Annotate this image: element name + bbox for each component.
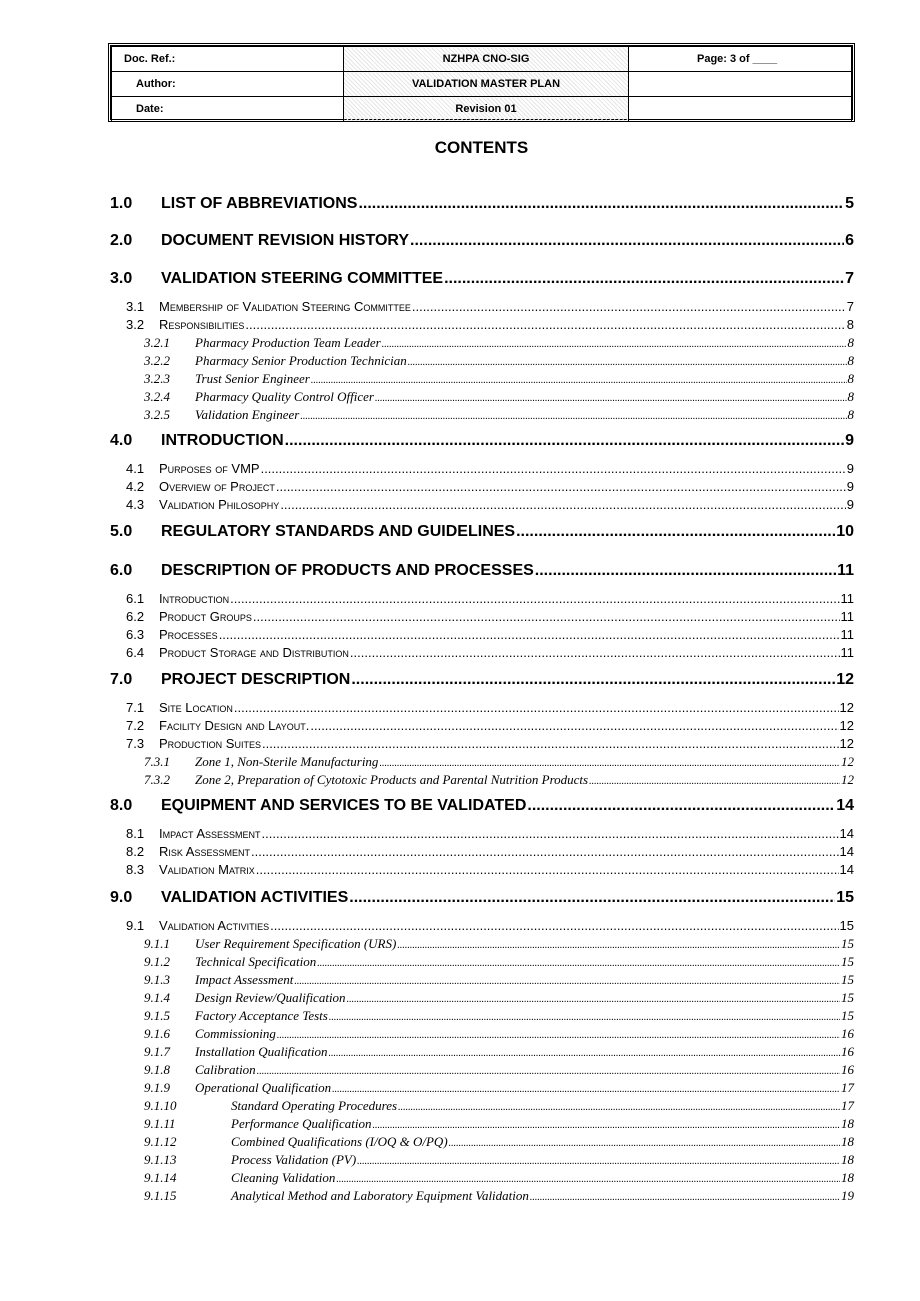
toc-entry-number: 3.2 (126, 317, 145, 332)
org-name: NZHPA CNO-SIG (344, 47, 629, 72)
toc-entry-title: Responsibilities (159, 317, 245, 332)
toc-dot-leader (270, 918, 838, 933)
toc-entry-title: Combined Qualifications (I/OQ & O/PQ) (231, 1134, 448, 1149)
toc-entry-page: 16 (841, 1044, 854, 1059)
toc-entry-number: 9.1 (126, 918, 145, 933)
toc-dot-leader (412, 299, 846, 314)
toc-entry-number: 9.1.14 (144, 1170, 177, 1185)
toc-dot-leader (444, 270, 844, 288)
toc-entry-title: EQUIPMENT AND SERVICES TO BE VALIDATED (161, 797, 527, 814)
toc-entry-title: Production Suites (159, 736, 261, 751)
toc-entry-title: Pharmacy Senior Production Technician (195, 353, 407, 368)
toc-entry-page: 15 (841, 936, 854, 951)
toc-entry-title: LIST OF ABBREVIATIONS (161, 195, 358, 212)
toc-entry[interactable] (110, 432, 854, 450)
toc-entry-number: 3.2.2 (144, 353, 170, 368)
toc-entry-number: 8.0 (110, 797, 133, 814)
toc-entry[interactable] (110, 479, 854, 494)
toc-dot-leader (397, 940, 840, 951)
toc-dot-leader (285, 432, 844, 450)
toc-entry[interactable] (110, 389, 854, 405)
toc-entry-number: 9.1.3 (144, 972, 170, 987)
toc-entry-page: 8 (847, 335, 854, 350)
revision: Revision 01 (344, 97, 629, 122)
toc-entry-title: Analytical Method and Laboratory Equipment Validation (231, 1188, 529, 1203)
toc-entry[interactable] (110, 1080, 854, 1096)
toc-dot-leader (527, 797, 835, 815)
toc-entry-title: Membership of Validation Steering Committee (159, 299, 411, 314)
toc-dot-leader (219, 627, 840, 642)
toc-entry-title: Validation Engineer (195, 407, 300, 422)
toc-dot-leader (234, 700, 839, 715)
toc-entry-page: 12 (839, 700, 854, 715)
toc-entry-number: 3.0 (110, 270, 133, 287)
toc-dot-leader (256, 862, 839, 877)
toc-dot-leader (317, 958, 840, 969)
toc-entry-title: Cleaning Validation (231, 1170, 336, 1185)
toc-entry[interactable] (110, 1116, 854, 1132)
toc-dot-leader (310, 718, 838, 733)
header-empty-cell (629, 97, 852, 122)
toc-entry-title: Risk Assessment (159, 844, 250, 859)
toc-dot-leader (336, 1174, 840, 1185)
toc-entry-page: 15 (841, 954, 854, 969)
toc-entry-number: 9.1.7 (144, 1044, 170, 1059)
toc-entry-page: 11 (840, 591, 854, 606)
toc-dot-leader (329, 1048, 840, 1059)
toc-entry[interactable] (110, 562, 854, 580)
toc-entry-number: 9.1.1 (144, 936, 170, 951)
toc-entry-number: 3.2.1 (144, 335, 170, 350)
toc-entry-page: 16 (841, 1026, 854, 1041)
toc-entry-number: 8.1 (126, 826, 145, 841)
document-header (108, 43, 855, 122)
toc-entry-number: 1.0 (110, 195, 133, 212)
toc-entry-page: 8 (847, 371, 854, 386)
toc-dot-leader (332, 1084, 840, 1095)
toc-entry-number: 6.4 (126, 645, 145, 660)
toc-entry-page: 12 (841, 772, 854, 787)
toc-entry-page: 8 (847, 389, 854, 404)
toc-entry[interactable] (110, 609, 854, 624)
toc-dot-leader (230, 591, 839, 606)
toc-dot-leader (245, 317, 845, 332)
toc-dot-leader (410, 232, 844, 250)
toc-dot-leader (589, 776, 840, 787)
toc-entry-title: DESCRIPTION OF PRODUCTS AND PROCESSES (161, 562, 534, 579)
toc-entry-title: Process Validation (PV) (231, 1152, 357, 1167)
toc-entry-page: 18 (841, 1134, 854, 1149)
toc-entry-page: 11 (837, 562, 854, 579)
toc-dot-leader (349, 889, 835, 907)
page-title: CONTENTS (434, 138, 529, 157)
toc-entry-page: 8 (847, 353, 854, 368)
toc-entry-number: 9.1.6 (144, 1026, 170, 1041)
toc-entry-page: 11 (840, 627, 854, 642)
toc-entry[interactable] (110, 754, 854, 770)
toc-entry[interactable] (110, 844, 854, 859)
toc-entry-page: 18 (841, 1170, 854, 1185)
toc-entry-title: Pharmacy Quality Control Officer (195, 389, 374, 404)
toc-entry-number: 9.1.13 (144, 1152, 177, 1167)
header-table (111, 46, 852, 122)
toc-entry-number: 9.0 (110, 889, 133, 906)
toc-entry[interactable] (110, 407, 854, 423)
toc-dot-leader (294, 976, 840, 987)
toc-entry-title: Pharmacy Production Team Leader (195, 335, 381, 350)
toc-entry-number: 4.3 (126, 497, 145, 512)
toc-dot-leader (300, 411, 846, 422)
toc-entry-page: 18 (841, 1116, 854, 1131)
toc-entry-number: 9.1.5 (144, 1008, 170, 1023)
toc-entry-number: 9.1.2 (144, 954, 170, 969)
toc-entry-page: 14 (836, 797, 854, 814)
toc-entry-title: REGULATORY STANDARDS AND GUIDELINES (161, 523, 516, 540)
toc-entry-page: 6 (845, 232, 854, 249)
toc-entry-number: 7.2 (126, 718, 145, 733)
toc-entry-page: 14 (839, 844, 854, 859)
toc-entry[interactable] (110, 195, 854, 213)
toc-entry[interactable] (110, 736, 854, 751)
toc-dot-leader (329, 1012, 840, 1023)
document-title: VALIDATION MASTER PLAN (344, 72, 629, 97)
header-empty-cell (629, 72, 852, 97)
toc-entry[interactable] (110, 353, 854, 369)
toc-entry[interactable] (110, 889, 854, 907)
toc-entry-number: 7.1 (126, 700, 145, 715)
toc-entry-page: 18 (841, 1152, 854, 1167)
toc-entry-number: 5.0 (110, 523, 133, 540)
toc-dot-leader (535, 562, 836, 580)
toc-entry-number: 9.1.10 (144, 1098, 177, 1113)
toc-dot-leader (311, 375, 847, 386)
toc-entry-page: 7 (846, 299, 854, 314)
toc-entry-page: 15 (841, 1008, 854, 1023)
toc-entry-title: Commissioning (195, 1026, 276, 1041)
toc-entry-number: 3.2.4 (144, 389, 170, 404)
toc-entry-page: 12 (839, 718, 854, 733)
toc-entry-title: Site Location (159, 700, 233, 715)
toc-entry[interactable] (110, 461, 854, 476)
toc-entry-title: Processes (159, 627, 218, 642)
toc-entry-title: Validation Philosophy (159, 497, 280, 512)
toc-entry-number: 7.0 (110, 671, 133, 688)
toc-entry-title: Design Review/Qualification (195, 990, 346, 1005)
toc-entry-page: 8 (846, 317, 854, 332)
toc-entry-title: Purposes of VMP (159, 461, 260, 476)
toc-entry[interactable] (110, 335, 854, 351)
toc-entry-number: 6.2 (126, 609, 145, 624)
toc-entry-page: 15 (841, 990, 854, 1005)
toc-entry-title: PROJECT DESCRIPTION (161, 671, 351, 688)
toc-entry-page: 14 (839, 862, 854, 877)
toc-entry-title: Introduction (159, 591, 230, 606)
toc-entry-title: VALIDATION STEERING COMMITTEE (161, 270, 444, 287)
toc-entry-number: 3.2.3 (144, 371, 170, 386)
toc-entry-page: 15 (839, 918, 854, 933)
toc-entry[interactable] (110, 862, 854, 877)
toc-entry-page: 17 (841, 1080, 854, 1095)
toc-dot-leader (277, 1030, 840, 1041)
toc-entry-title: Impact Assessment (195, 972, 294, 987)
toc-entry[interactable] (110, 497, 854, 512)
toc-entry[interactable] (110, 797, 854, 815)
toc-entry-number: 4.1 (126, 461, 145, 476)
toc-entry[interactable] (110, 772, 854, 788)
toc-entry-page: 9 (846, 479, 854, 494)
toc-dot-leader (280, 497, 845, 512)
toc-dot-leader (379, 758, 840, 769)
doc-ref-label: Doc. Ref.: (112, 47, 344, 72)
toc-entry-number: 8.3 (126, 862, 145, 877)
toc-entry-title: Installation Qualification (195, 1044, 328, 1059)
toc-entry[interactable] (110, 232, 854, 250)
toc-entry-number: 3.2.5 (144, 407, 170, 422)
toc-entry-title: Overview of Project (159, 479, 275, 494)
toc-entry-number: 2.0 (110, 232, 133, 249)
toc-entry[interactable] (110, 1134, 854, 1150)
toc-entry-number: 9.1.9 (144, 1080, 170, 1095)
toc-dot-leader (408, 357, 847, 368)
toc-entry-title: User Requirement Specification (URS) (195, 936, 397, 951)
toc-entry[interactable] (110, 954, 854, 970)
toc-entry-number: 6.0 (110, 562, 133, 579)
toc-entry-number: 9.1.11 (144, 1116, 176, 1131)
toc-dot-leader (357, 1156, 840, 1167)
page-number: Page: 3 of ____ (629, 47, 852, 72)
toc-entry[interactable] (110, 700, 854, 715)
toc-entry-title: Calibration (195, 1062, 256, 1077)
toc-dot-leader (530, 1192, 840, 1203)
toc-dot-leader (449, 1138, 840, 1149)
toc-dot-leader (351, 671, 835, 689)
toc-entry-number: 8.2 (126, 844, 145, 859)
toc-entry-title: Operational Qualification (195, 1080, 332, 1095)
toc-entry-number: 6.1 (126, 591, 145, 606)
toc-entry[interactable] (110, 1188, 854, 1204)
toc-dot-leader (375, 393, 847, 404)
date-label: Date: (112, 97, 344, 122)
toc-entry[interactable] (110, 299, 854, 314)
toc-dot-leader (262, 736, 839, 751)
toc-entry[interactable] (110, 270, 854, 288)
toc-entry-number: 7.3 (126, 736, 145, 751)
toc-entry-title: Zone 2, Preparation of Cytotoxic Products and Parental Nutrition Products (195, 772, 589, 787)
toc-entry-page: 12 (839, 736, 854, 751)
toc-dot-leader (358, 195, 844, 213)
toc-entry-number: 7.3.2 (144, 772, 170, 787)
toc-entry-page: 7 (845, 270, 854, 287)
toc-entry-number: 3.1 (126, 299, 145, 314)
toc-entry[interactable] (110, 317, 854, 332)
toc-entry[interactable] (110, 1008, 854, 1024)
toc-entry-title: Trust Senior Engineer (195, 371, 310, 386)
toc-entry[interactable] (110, 627, 854, 642)
toc-entry-title: Impact Assessment (159, 826, 261, 841)
author-label: Author: (112, 72, 344, 97)
toc-dot-leader (347, 994, 840, 1005)
toc-entry[interactable] (110, 645, 854, 660)
toc-entry-page: 9 (846, 497, 854, 512)
toc-entry[interactable] (110, 523, 854, 541)
toc-entry-page: 5 (845, 195, 854, 212)
toc-entry[interactable] (110, 1062, 854, 1078)
toc-dot-leader (382, 339, 847, 350)
toc-entry-number: 9.1.15 (144, 1188, 177, 1203)
toc-entry[interactable] (110, 371, 854, 387)
toc-entry[interactable] (110, 936, 854, 952)
toc-dot-leader (257, 1066, 840, 1077)
toc-dot-leader (276, 479, 846, 494)
toc-dot-leader (398, 1102, 840, 1113)
toc-entry[interactable] (110, 826, 854, 841)
toc-entry-page: 12 (841, 754, 854, 769)
toc-entry-page: 14 (839, 826, 854, 841)
toc-entry-page: 9 (846, 461, 854, 476)
toc-dot-leader (262, 826, 839, 841)
toc-entry-page: 17 (841, 1098, 854, 1113)
toc-dot-leader (251, 844, 839, 859)
toc-entry-title: Technical Specification (195, 954, 317, 969)
toc-entry-page: 11 (840, 645, 854, 660)
toc-dot-leader (350, 645, 840, 660)
toc-entry[interactable] (110, 671, 854, 689)
toc-entry-page: 12 (836, 671, 854, 688)
toc-entry-title: Product Storage and Distribution (159, 645, 349, 660)
toc-entry-number: 9.1.4 (144, 990, 170, 1005)
toc-entry-number: 7.3.1 (144, 754, 170, 769)
toc-entry-page: 9 (845, 432, 854, 449)
toc-entry-number: 9.1.8 (144, 1062, 170, 1077)
toc-entry[interactable] (110, 918, 854, 933)
toc-dot-leader (253, 609, 840, 624)
toc-entry-page: 8 (847, 407, 854, 422)
toc-entry-page: 15 (836, 889, 854, 906)
toc-entry[interactable] (110, 1098, 854, 1114)
toc-entry-page: 11 (840, 609, 854, 624)
toc-entry-page: 16 (841, 1062, 854, 1077)
toc-entry[interactable] (110, 1026, 854, 1042)
toc-entry[interactable] (110, 990, 854, 1006)
toc-entry-number: 4.0 (110, 432, 133, 449)
toc-entry-title: Facility Design and Layout. (159, 718, 310, 733)
toc-entry[interactable] (110, 591, 854, 606)
toc-entry[interactable] (110, 1170, 854, 1186)
toc-entry-title: Zone 1, Non-Sterile Manufacturing (195, 754, 379, 769)
toc-entry-title: Product Groups (159, 609, 252, 624)
toc-dot-leader (372, 1120, 840, 1131)
toc-entry-page: 19 (841, 1188, 854, 1203)
toc-entry-title: Factory Acceptance Tests (195, 1008, 328, 1023)
toc-dot-leader (516, 523, 835, 541)
toc-entry-title: DOCUMENT REVISION HISTORY (161, 232, 410, 249)
toc-entry-title: INTRODUCTION (161, 432, 284, 449)
toc-entry[interactable] (110, 718, 854, 733)
toc-entry[interactable] (110, 1152, 854, 1168)
toc-entry-page: 10 (836, 523, 854, 540)
toc-entry[interactable] (110, 972, 854, 988)
toc-entry-title: Validation Activities (159, 918, 270, 933)
toc-dot-leader (261, 461, 846, 476)
toc-entry-number: 6.3 (126, 627, 145, 642)
toc-entry-number: 4.2 (126, 479, 145, 494)
toc-entry-page: 15 (841, 972, 854, 987)
toc-entry-title: Validation Matrix (159, 862, 255, 877)
toc-entry-title: Standard Operating Procedures (231, 1098, 398, 1113)
toc-entry[interactable] (110, 1044, 854, 1060)
toc-entry-number: 9.1.12 (144, 1134, 177, 1149)
toc-entry-title: VALIDATION ACTIVITIES (161, 889, 349, 906)
toc-entry-title: Performance Qualification (231, 1116, 372, 1131)
